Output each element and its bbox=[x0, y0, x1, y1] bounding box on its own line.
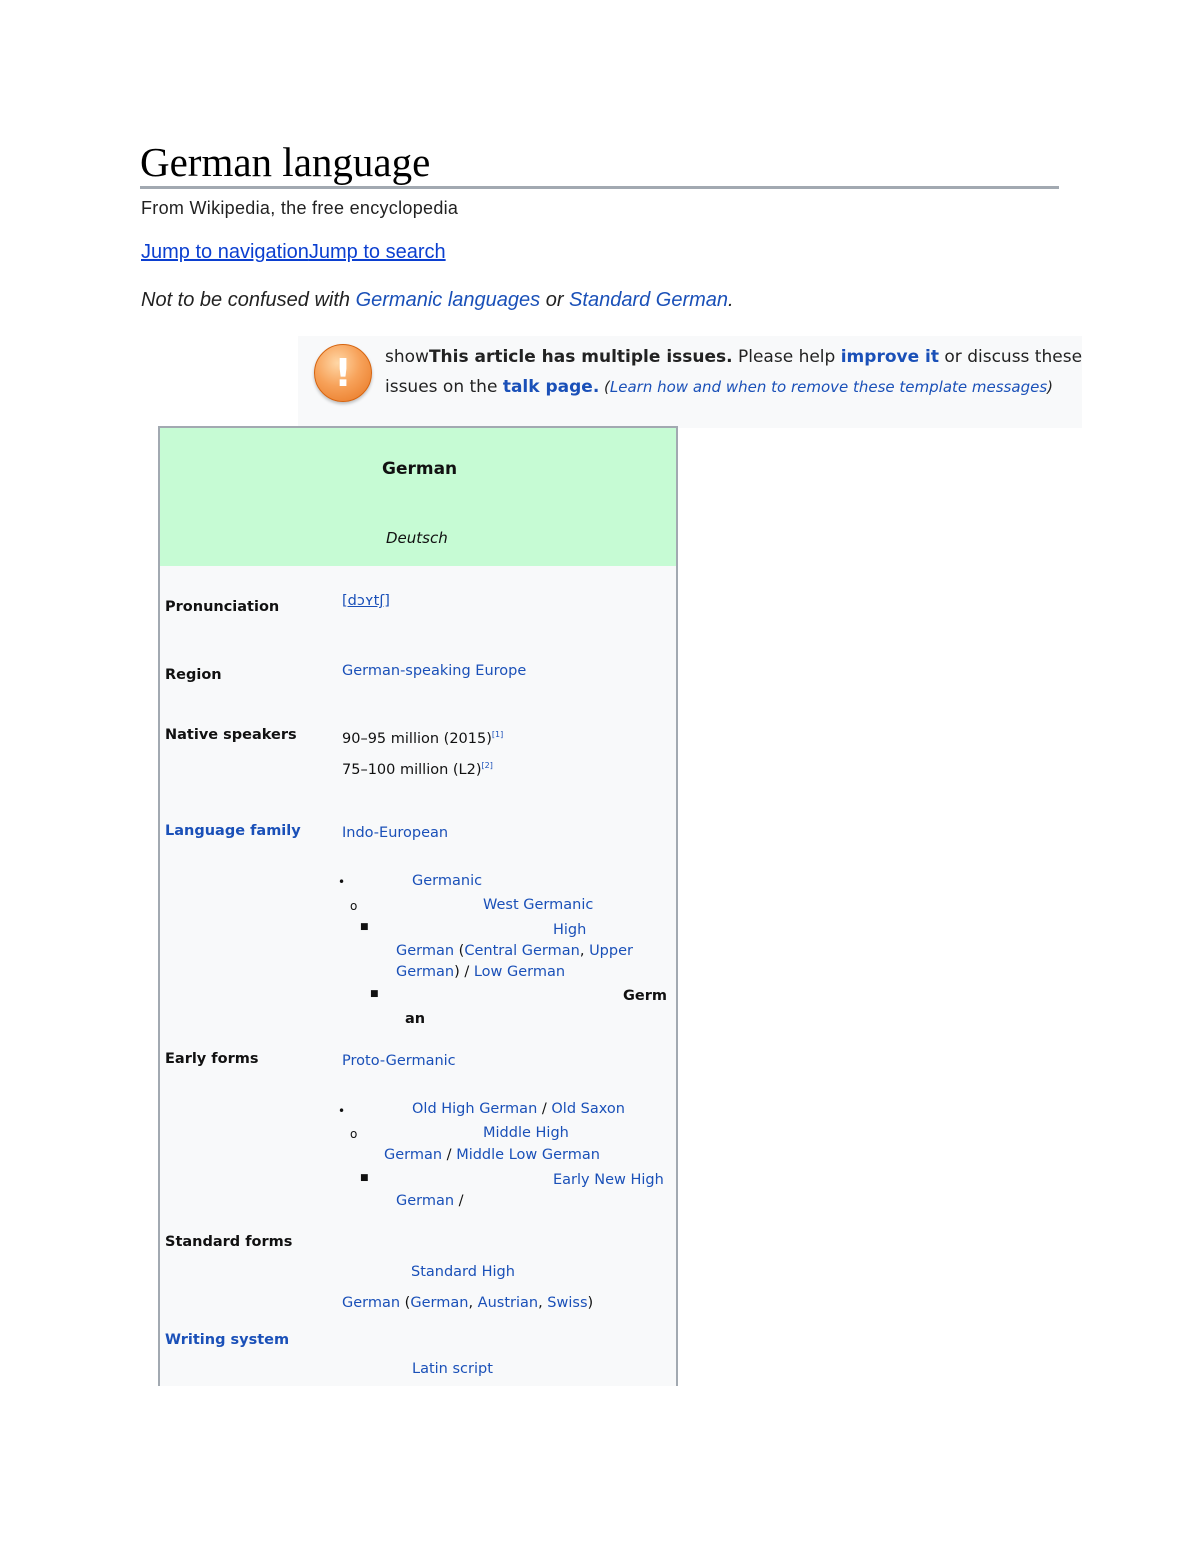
native-speakers-label: Native speakers bbox=[165, 727, 297, 743]
standard-german-link[interactable]: Standard German bbox=[569, 289, 729, 311]
improve-it-link[interactable]: improve it bbox=[840, 347, 939, 367]
ambox-line-2 bbox=[385, 377, 1053, 397]
swiss-link[interactable]: Swiss bbox=[547, 1295, 588, 1311]
learn-close: ) bbox=[1047, 378, 1053, 396]
page-title: German language bbox=[140, 139, 431, 185]
high-german-link[interactable]: German bbox=[396, 943, 455, 959]
upper-german-link[interactable]: German bbox=[396, 964, 455, 980]
middle-forms-line: German / Middle Low German bbox=[384, 1147, 600, 1163]
ref-2-link[interactable]: [2] bbox=[481, 761, 493, 770]
native-speakers-l1: 90–95 million (2015)[1] bbox=[342, 730, 504, 747]
language-family-label[interactable]: Language family bbox=[165, 823, 301, 839]
upper-link[interactable]: Upper bbox=[589, 943, 633, 959]
infobox-name: German bbox=[382, 459, 458, 479]
central-german-link[interactable]: Central German bbox=[464, 943, 580, 959]
warning-icon: ! bbox=[314, 344, 372, 402]
bullet-square: ■ bbox=[360, 1173, 369, 1183]
ambox-bold-text: This article has multiple issues. bbox=[428, 347, 733, 367]
page-tagline: From Wikipedia, the free encyclopedia bbox=[141, 198, 459, 218]
standard-high-link[interactable]: Standard High bbox=[411, 1264, 515, 1280]
show-toggle[interactable]: show bbox=[385, 347, 429, 367]
middle-high-german-link[interactable]: German bbox=[384, 1147, 443, 1163]
bullet-circle: o bbox=[350, 1127, 358, 1141]
old-saxon-link[interactable]: Old Saxon bbox=[551, 1101, 625, 1117]
infobox-native-name: Deutsch bbox=[386, 529, 448, 547]
hatnote-prefix: Not to be confused with bbox=[141, 289, 356, 311]
low-german-link[interactable]: Low German bbox=[473, 964, 566, 980]
latin-script-link[interactable]: Latin script bbox=[412, 1361, 493, 1377]
region-label: Region bbox=[165, 667, 222, 683]
early-new-high-link[interactable]: Early New High bbox=[553, 1172, 664, 1188]
indo-european-link[interactable]: Indo-European bbox=[342, 825, 449, 841]
talk-page-link[interactable]: talk page. bbox=[502, 377, 600, 397]
german-leaf-b: an bbox=[405, 1011, 426, 1027]
bullet-circle: o bbox=[350, 899, 358, 913]
hatnote bbox=[141, 289, 734, 312]
hatnote-middle: or bbox=[540, 289, 570, 311]
jump-links bbox=[141, 241, 446, 264]
bullet-square: ■ bbox=[360, 922, 369, 932]
learn-open: ( bbox=[599, 378, 610, 396]
ambox-line-1 bbox=[385, 347, 1082, 367]
native-speakers-l2: 75–100 million (L2)[2] bbox=[342, 761, 493, 778]
standard-forms-label: Standard forms bbox=[165, 1234, 293, 1250]
proto-germanic-link[interactable]: Proto-Germanic bbox=[342, 1053, 456, 1069]
germanic-link[interactable]: Germanic bbox=[412, 873, 483, 889]
middle-low-german-link[interactable]: Middle Low German bbox=[456, 1147, 600, 1163]
bullet-disc: • bbox=[338, 875, 346, 889]
language-infobox bbox=[158, 426, 678, 1386]
learn-template-link[interactable]: Learn how and when to remove these template messages bbox=[609, 378, 1048, 396]
high-german-line: German (Central German, Upper bbox=[396, 943, 633, 959]
high-link[interactable]: High bbox=[553, 922, 587, 938]
low-german-line: German) / Low German bbox=[396, 964, 566, 980]
german-standard-link[interactable]: German bbox=[410, 1295, 469, 1311]
region-link[interactable]: German-speaking Europe bbox=[342, 663, 527, 679]
bullet-square: ■ bbox=[370, 989, 379, 999]
pronunciation-ipa-link[interactable]: [dɔʏtʃ] bbox=[342, 593, 390, 609]
old-high-german-link[interactable]: Old High German bbox=[412, 1101, 538, 1117]
hatnote-suffix: . bbox=[728, 289, 734, 311]
title-divider bbox=[140, 186, 1059, 189]
pronunciation-label: Pronunciation bbox=[165, 599, 280, 615]
austrian-link[interactable]: Austrian bbox=[477, 1295, 539, 1311]
bullet-disc: • bbox=[338, 1104, 346, 1118]
german-leaf-a: Germ bbox=[623, 988, 667, 1004]
early-new-high-german-line: German / bbox=[396, 1193, 464, 1209]
ambox-issues-on: issues on the bbox=[385, 377, 503, 397]
writing-system-label[interactable]: Writing system bbox=[165, 1332, 290, 1348]
early-forms-label: Early forms bbox=[165, 1051, 259, 1067]
west-germanic-link[interactable]: West Germanic bbox=[483, 897, 594, 913]
standard-german-link[interactable]: German bbox=[342, 1295, 401, 1311]
early-new-high-german-link[interactable]: German bbox=[396, 1193, 455, 1209]
middle-high-link[interactable]: Middle High bbox=[483, 1125, 569, 1141]
ambox-please-help: Please help bbox=[732, 347, 841, 367]
jump-to-search-link[interactable]: Jump to search bbox=[308, 241, 446, 263]
jump-to-navigation-link[interactable]: Jump to navigation bbox=[141, 241, 309, 263]
old-forms-line: Old High German / Old Saxon bbox=[412, 1101, 625, 1117]
germanic-languages-link[interactable]: Germanic languages bbox=[355, 289, 541, 311]
ambox-discuss: or discuss these bbox=[939, 347, 1083, 367]
standard-forms-line: German (German, Austrian, Swiss) bbox=[342, 1295, 594, 1311]
ref-1-link[interactable]: [1] bbox=[491, 730, 504, 739]
